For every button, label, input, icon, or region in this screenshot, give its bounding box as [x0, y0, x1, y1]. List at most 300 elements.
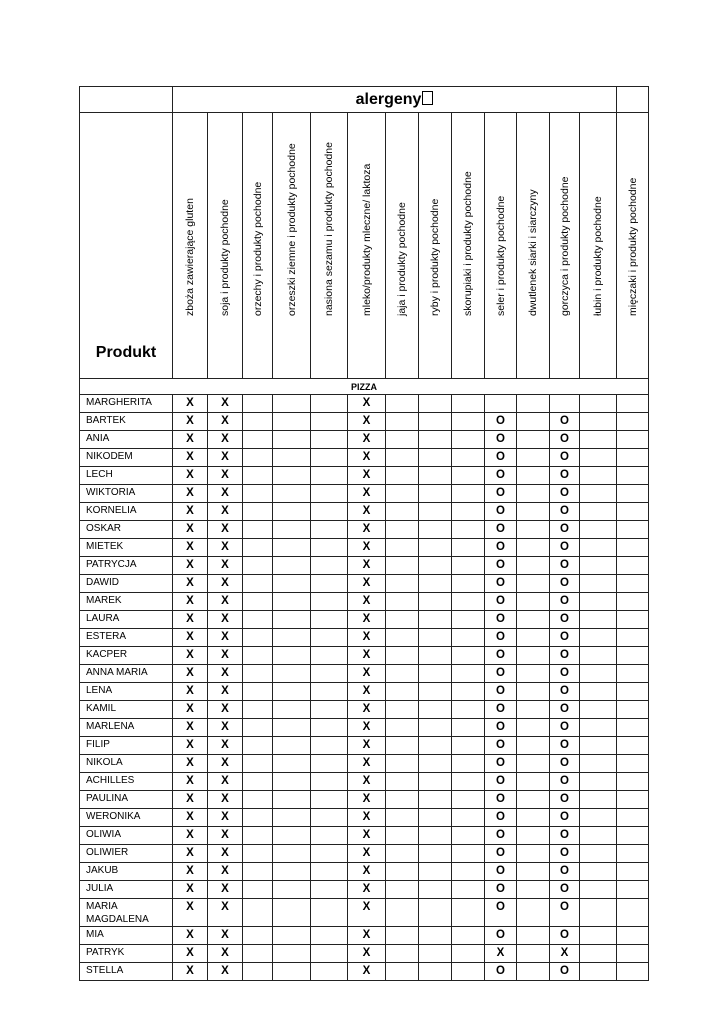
allergen-column-header: [348, 113, 386, 379]
allergen-mark: [419, 701, 452, 719]
table-row: [80, 431, 649, 449]
allergen-mark: O: [550, 737, 580, 755]
allergen-mark: [452, 395, 485, 413]
allergen-mark: [452, 485, 485, 503]
allergen-mark: [386, 791, 419, 809]
allergen-mark: [386, 485, 419, 503]
allergen-mark: [273, 701, 311, 719]
allergen-mark: [273, 683, 311, 701]
allergen-mark: X: [348, 467, 386, 485]
allergen-mark: X: [348, 827, 386, 845]
allergen-mark: [311, 485, 348, 503]
allergen-mark: [273, 467, 311, 485]
allergen-mark: [452, 927, 485, 945]
allergen-mark: [517, 701, 550, 719]
allergen-mark: O: [550, 575, 580, 593]
allergen-mark: [580, 503, 617, 521]
allergen-mark: [517, 737, 550, 755]
allergen-mark: [311, 467, 348, 485]
allergen-mark: [419, 485, 452, 503]
allergen-mark: [517, 521, 550, 539]
allergen-mark: [517, 557, 550, 575]
allergen-mark: X: [208, 963, 243, 981]
allergen-mark: [419, 593, 452, 611]
allergen-mark: [386, 773, 419, 791]
allergen-mark: [243, 431, 273, 449]
table-row: [80, 665, 649, 683]
allergen-mark: [311, 683, 348, 701]
allergen-mark: [386, 521, 419, 539]
product-name: MIA: [80, 927, 173, 945]
allergen-mark: [617, 539, 649, 557]
allergen-column-header: [517, 113, 550, 379]
allergen-mark: [419, 557, 452, 575]
allergen-mark: X: [208, 593, 243, 611]
allergen-mark: X: [208, 449, 243, 467]
allergen-mark: [517, 611, 550, 629]
allergen-mark: [243, 755, 273, 773]
allergen-mark: X: [348, 521, 386, 539]
allergen-mark: [419, 791, 452, 809]
allergen-mark: X: [173, 665, 208, 683]
allergen-mark: O: [485, 963, 517, 981]
allergen-mark: [580, 485, 617, 503]
allergen-column-header: [580, 113, 617, 379]
allergen-mark: [580, 737, 617, 755]
allergen-mark: [243, 575, 273, 593]
allergen-mark: [617, 521, 649, 539]
allergen-mark: [452, 413, 485, 431]
allergen-mark: [580, 701, 617, 719]
allergen-mark: [580, 413, 617, 431]
allergen-mark: X: [208, 503, 243, 521]
allergen-mark: [386, 413, 419, 431]
allergen-column-header: [311, 113, 348, 379]
allergen-mark: [452, 557, 485, 575]
allergen-mark: [273, 881, 311, 899]
allergen-mark: [452, 899, 485, 927]
allergen-column-header: [452, 113, 485, 379]
allergen-mark: O: [550, 431, 580, 449]
allergen-mark: [386, 629, 419, 647]
allergen-mark: X: [173, 575, 208, 593]
allergen-mark: [311, 449, 348, 467]
allergen-mark: [517, 575, 550, 593]
allergen-mark: O: [550, 557, 580, 575]
allergen-mark: [617, 395, 649, 413]
allergen-mark: O: [550, 665, 580, 683]
allergen-mark: X: [348, 629, 386, 647]
allergen-mark: [452, 665, 485, 683]
title-end-cell: [617, 87, 649, 113]
table-row: [80, 503, 649, 521]
allergen-column-header: [550, 113, 580, 379]
allergen-mark: [386, 395, 419, 413]
allergen-mark: [243, 737, 273, 755]
allergen-mark: [311, 503, 348, 521]
allergen-mark: [386, 683, 419, 701]
allergen-column-label: łubin i produkty pochodne: [592, 196, 604, 316]
allergen-mark: [617, 773, 649, 791]
allergen-mark: [386, 467, 419, 485]
table-row: [80, 539, 649, 557]
allergen-mark: O: [485, 737, 517, 755]
allergen-mark: [452, 683, 485, 701]
allergen-mark: [311, 611, 348, 629]
allergen-mark: O: [485, 431, 517, 449]
allergen-mark: [419, 629, 452, 647]
allergen-mark: X: [348, 881, 386, 899]
allergen-mark: [311, 755, 348, 773]
allergen-mark: [452, 539, 485, 557]
allergen-mark: [617, 467, 649, 485]
allergen-mark: [419, 575, 452, 593]
table-row: [80, 863, 649, 881]
product-name: STELLA: [80, 963, 173, 981]
allergen-mark: O: [485, 899, 517, 927]
allergen-mark: [419, 503, 452, 521]
allergen-mark: [517, 647, 550, 665]
allergen-mark: [452, 963, 485, 981]
allergen-mark: O: [550, 413, 580, 431]
allergen-mark: [580, 521, 617, 539]
allergen-mark: [243, 809, 273, 827]
allergen-mark: [419, 647, 452, 665]
allergen-mark: [580, 629, 617, 647]
allergen-mark: O: [550, 773, 580, 791]
allergen-column-label: mięczaki i produkty pochodne: [626, 177, 639, 316]
allergen-mark: [580, 809, 617, 827]
allergen-mark: [273, 647, 311, 665]
allergen-column-header: [485, 113, 517, 379]
allergen-mark: [617, 413, 649, 431]
allergen-mark: [580, 945, 617, 963]
allergen-column-header: [617, 113, 649, 379]
allergen-mark: [243, 503, 273, 521]
title-cell: [173, 87, 617, 113]
allergen-mark: [617, 827, 649, 845]
allergen-mark: [419, 431, 452, 449]
table-row: [80, 963, 649, 981]
allergen-mark: X: [208, 683, 243, 701]
allergen-mark: X: [208, 557, 243, 575]
allergen-mark: X: [348, 809, 386, 827]
product-name: KACPER: [80, 647, 173, 665]
allergen-mark: [273, 863, 311, 881]
allergen-mark: O: [550, 683, 580, 701]
allergen-mark: [243, 521, 273, 539]
product-name: OLIWIA: [80, 827, 173, 845]
table-row: [80, 845, 649, 863]
allergen-mark: X: [348, 413, 386, 431]
allergen-mark: [419, 773, 452, 791]
product-name: WIKTORIA: [80, 485, 173, 503]
allergen-mark: [311, 809, 348, 827]
table-row: [80, 467, 649, 485]
allergen-mark: X: [348, 557, 386, 575]
allergen-mark: [419, 665, 452, 683]
allergen-column-header: [243, 113, 273, 379]
product-column-header: Produkt: [80, 113, 173, 379]
allergen-mark: X: [208, 755, 243, 773]
table-row: [80, 927, 649, 945]
allergen-mark: [617, 593, 649, 611]
allergen-mark: X: [173, 899, 208, 927]
allergen-mark: X: [485, 945, 517, 963]
allergen-mark: [386, 827, 419, 845]
allergen-mark: [517, 431, 550, 449]
allergen-mark: X: [208, 791, 243, 809]
allergen-table: [79, 86, 649, 981]
title-row: [80, 87, 649, 113]
table-row: [80, 773, 649, 791]
allergen-mark: [617, 503, 649, 521]
allergen-mark: [452, 719, 485, 737]
allergen-column-label: jaja i produkty pochodne: [396, 202, 408, 316]
allergen-mark: [580, 575, 617, 593]
title-corner-cell: [80, 87, 173, 113]
allergen-mark: X: [208, 539, 243, 557]
allergen-mark: [243, 963, 273, 981]
allergen-mark: [273, 737, 311, 755]
allergen-mark: [386, 719, 419, 737]
allergen-mark: X: [173, 467, 208, 485]
allergen-mark: O: [550, 827, 580, 845]
section-label: PIZZA: [80, 379, 649, 395]
allergen-mark: [386, 557, 419, 575]
allergen-mark: [580, 863, 617, 881]
allergen-mark: O: [485, 413, 517, 431]
allergen-mark: O: [485, 719, 517, 737]
allergen-mark: [452, 575, 485, 593]
allergen-mark: [617, 945, 649, 963]
allergen-mark: [452, 647, 485, 665]
allergen-mark: [243, 773, 273, 791]
allergen-mark: [243, 539, 273, 557]
allergen-mark: [273, 719, 311, 737]
allergen-mark: [419, 683, 452, 701]
allergen-mark: [580, 431, 617, 449]
allergen-mark: [419, 963, 452, 981]
allergen-mark: [580, 395, 617, 413]
product-name: WERONIKA: [80, 809, 173, 827]
table-row: [80, 449, 649, 467]
allergen-mark: O: [485, 863, 517, 881]
allergen-mark: [311, 701, 348, 719]
allergen-mark: [419, 395, 452, 413]
allergen-mark: [580, 449, 617, 467]
allergen-column-header: [273, 113, 311, 379]
table-row: [80, 395, 649, 413]
allergen-mark: O: [485, 467, 517, 485]
table-row: [80, 945, 649, 963]
allergen-mark: O: [485, 773, 517, 791]
allergen-mark: [311, 945, 348, 963]
allergen-mark: X: [208, 521, 243, 539]
product-name: OSKAR: [80, 521, 173, 539]
allergen-column-label: orzechy i produkty pochodne: [251, 181, 264, 316]
product-name: KORNELIA: [80, 503, 173, 521]
allergen-mark: [311, 629, 348, 647]
allergen-mark: [617, 557, 649, 575]
allergen-mark: [617, 647, 649, 665]
allergen-mark: [517, 899, 550, 927]
table-row: [80, 413, 649, 431]
allergen-mark: X: [208, 629, 243, 647]
table-row: [80, 719, 649, 737]
allergen-mark: X: [173, 503, 208, 521]
allergen-mark: X: [173, 927, 208, 945]
allergen-mark: [386, 539, 419, 557]
allergen-mark: [243, 665, 273, 683]
allergen-mark: X: [173, 647, 208, 665]
allergen-mark: [386, 665, 419, 683]
allergen-mark: [580, 557, 617, 575]
table-row: [80, 683, 649, 701]
allergen-mark: [419, 539, 452, 557]
allergen-mark: [273, 521, 311, 539]
allergen-mark: X: [173, 845, 208, 863]
allergen-mark: [517, 881, 550, 899]
allergen-mark: [311, 395, 348, 413]
allergen-mark: O: [550, 719, 580, 737]
allergen-mark: [311, 719, 348, 737]
allergen-mark: O: [550, 863, 580, 881]
allergen-mark: O: [485, 521, 517, 539]
allergen-mark: X: [208, 431, 243, 449]
allergen-mark: [419, 755, 452, 773]
allergen-mark: [273, 927, 311, 945]
allergen-mark: [580, 773, 617, 791]
allergen-mark: [243, 719, 273, 737]
allergen-mark: [311, 899, 348, 927]
allergen-mark: [273, 449, 311, 467]
allergen-mark: X: [348, 773, 386, 791]
allergen-mark: [580, 755, 617, 773]
allergen-mark: X: [173, 593, 208, 611]
allergen-mark: X: [348, 899, 386, 927]
allergen-mark: [517, 773, 550, 791]
allergen-mark: O: [485, 557, 517, 575]
table-body: [80, 395, 649, 981]
allergen-mark: X: [208, 737, 243, 755]
allergen-mark: [580, 899, 617, 927]
allergen-mark: X: [348, 737, 386, 755]
product-name: ACHILLES: [80, 773, 173, 791]
allergen-mark: [517, 683, 550, 701]
allergen-mark: [311, 881, 348, 899]
product-name: NIKOLA: [80, 755, 173, 773]
allergen-mark: O: [485, 665, 517, 683]
product-name: MIETEK: [80, 539, 173, 557]
allergen-mark: [517, 503, 550, 521]
allergen-column-label: zboża zawierające gluten: [184, 198, 196, 316]
allergen-mark: O: [550, 791, 580, 809]
allergen-mark: [386, 927, 419, 945]
allergen-mark: O: [550, 899, 580, 927]
allergen-mark: [386, 503, 419, 521]
allergen-mark: [243, 395, 273, 413]
allergen-mark: [617, 927, 649, 945]
allergen-mark: [243, 845, 273, 863]
allergen-mark: X: [348, 863, 386, 881]
allergen-mark: [452, 611, 485, 629]
allergen-mark: O: [485, 575, 517, 593]
allergen-mark: O: [550, 845, 580, 863]
table-row: [80, 755, 649, 773]
allergen-mark: [517, 395, 550, 413]
allergen-mark: [452, 755, 485, 773]
allergen-mark: [386, 737, 419, 755]
allergen-mark: X: [348, 449, 386, 467]
allergen-mark: [617, 665, 649, 683]
allergen-mark: X: [173, 539, 208, 557]
allergen-mark: [419, 521, 452, 539]
allergen-mark: [452, 503, 485, 521]
allergen-mark: X: [550, 945, 580, 963]
table-row: [80, 485, 649, 503]
allergen-mark: O: [485, 611, 517, 629]
allergen-mark: [617, 881, 649, 899]
allergen-mark: [311, 557, 348, 575]
allergen-mark: [617, 431, 649, 449]
allergen-column-label: mleko/produkty mleczne/ laktoza: [360, 163, 373, 316]
allergen-mark: X: [348, 845, 386, 863]
allergen-mark: [452, 431, 485, 449]
allergen-mark: [617, 719, 649, 737]
table-row: [80, 557, 649, 575]
allergen-mark: O: [485, 503, 517, 521]
allergen-mark: [580, 683, 617, 701]
allergen-mark: X: [173, 395, 208, 413]
allergen-mark: [419, 719, 452, 737]
allergen-mark: [273, 773, 311, 791]
allergen-mark: [243, 863, 273, 881]
allergen-mark: [311, 539, 348, 557]
allergen-mark: O: [485, 701, 517, 719]
allergen-mark: [452, 449, 485, 467]
table-row: [80, 611, 649, 629]
allergen-mark: [311, 647, 348, 665]
allergen-mark: [311, 737, 348, 755]
allergen-mark: [452, 827, 485, 845]
table-row: [80, 701, 649, 719]
allergen-mark: X: [173, 485, 208, 503]
product-name: JULIA: [80, 881, 173, 899]
allergen-mark: [386, 755, 419, 773]
allergen-mark: [273, 575, 311, 593]
allergen-mark: X: [208, 719, 243, 737]
allergen-mark: [617, 899, 649, 927]
allergen-mark: X: [208, 899, 243, 927]
allergen-column-label: nasiona sezamu i produkty pochodne: [323, 142, 335, 316]
allergen-mark: [580, 611, 617, 629]
allergen-mark: O: [550, 927, 580, 945]
allergen-mark: [452, 881, 485, 899]
allergen-mark: X: [173, 791, 208, 809]
allergen-mark: [273, 629, 311, 647]
allergen-mark: [617, 791, 649, 809]
allergen-mark: X: [348, 665, 386, 683]
allergen-mark: [243, 945, 273, 963]
allergen-mark: [386, 701, 419, 719]
allergen-mark: X: [173, 827, 208, 845]
allergen-mark: X: [208, 395, 243, 413]
allergen-mark: X: [173, 629, 208, 647]
allergen-mark: [243, 927, 273, 945]
allergen-mark: X: [208, 945, 243, 963]
allergen-mark: [419, 809, 452, 827]
